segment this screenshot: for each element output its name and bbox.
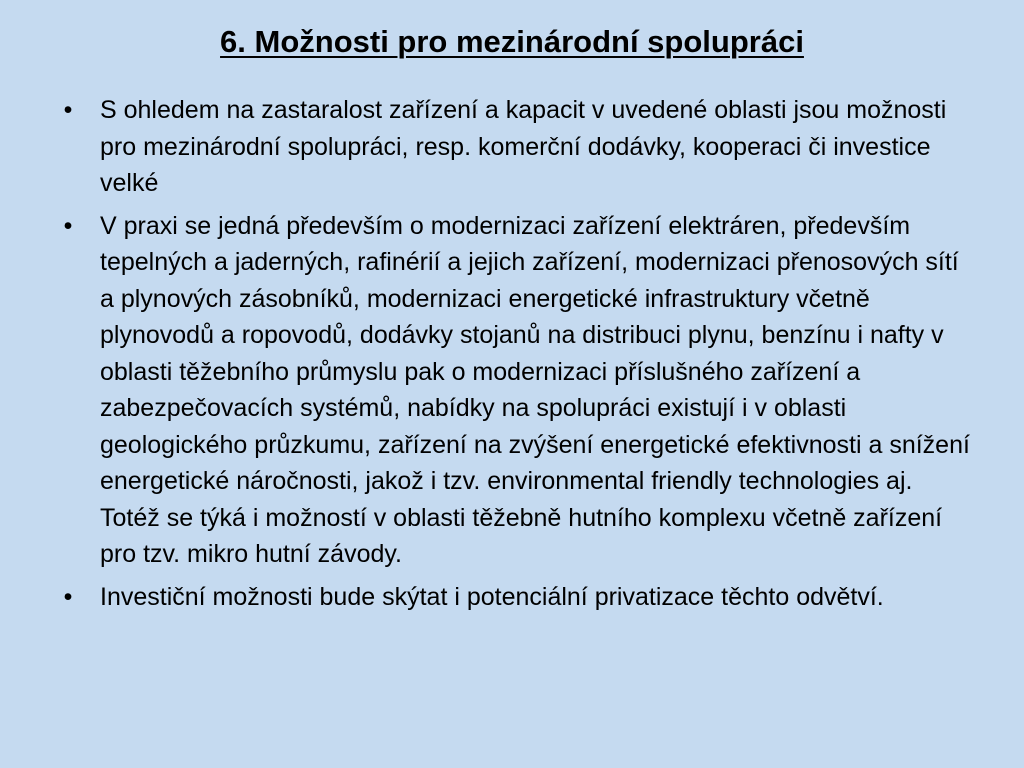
bullet-icon: •: [63, 96, 73, 124]
bullet-icon: •: [63, 582, 73, 611]
bullet-item: [58, 208, 978, 573]
bullet-item: [58, 92, 978, 202]
bullet-item: [58, 579, 978, 616]
bullet-text: V praxi se jedná především o modernizaci zařízení elektráren, především tepelných a jaderných, rafinérií a jejich zařízení, modernizaci přenosových sítí a plynových zásobníků, modernizaci energetické infrastruktury včetně plynovodů a ropovodů, dodávky stojanů na distribuci plynu, benzínu i nafty v oblasti těžebního průmyslu pak o modernizaci příslušného zařízení a zabezpečovacích systémů, nabídky na spolupráci existují i v oblasti geologického průzkumu, zařízení na zvýšení energetické efektivnosti a snížení energetické náročnosti, jakož i tzv. environmental friendly technologies aj. Totéž se týká i možností v oblasti těžebně hutního komplexu včetně zařízení pro tzv. mikro hutní závody.: [100, 211, 970, 568]
slide-title: 6. Možnosti pro mezinárodní spolupráci: [220, 24, 804, 59]
bullet-icon: •: [63, 211, 73, 240]
bullet-list: [58, 92, 978, 621]
bullet-text: Investiční možnosti bude skýtat i potenciální privatizace těchto odvětví.: [100, 582, 884, 611]
bullet-text: S ohledem na zastaralost zařízení a kapacit v uvedené oblasti jsou možnosti pro mezinárodní spolupráci, resp. komerční dodávky, kooperaci či investice velké: [100, 96, 947, 197]
